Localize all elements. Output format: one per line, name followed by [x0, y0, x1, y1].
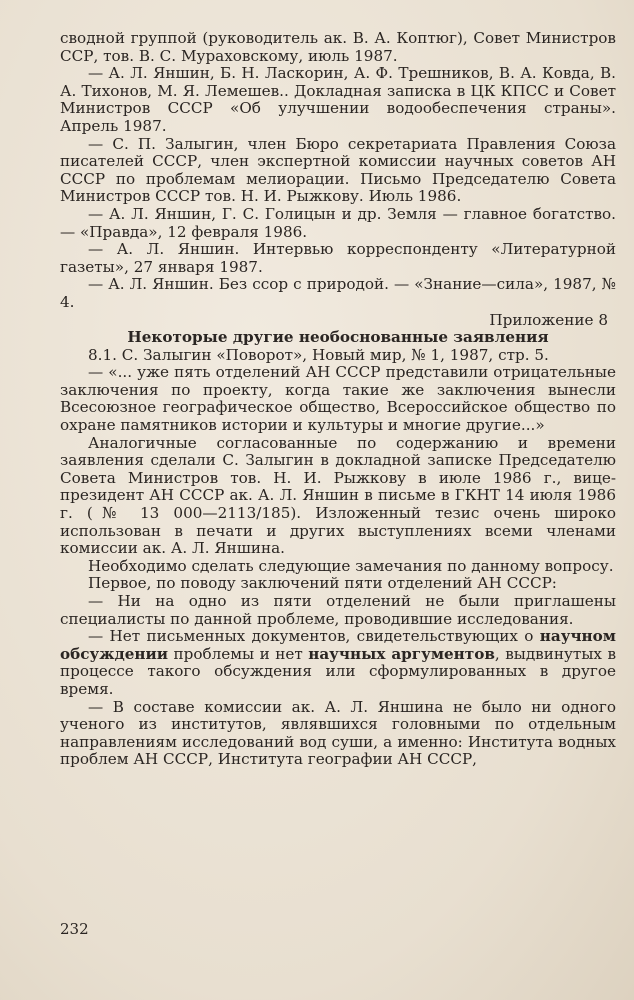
paragraph: Первое, по поводу заключений пяти отделений АН СССР: [88, 574, 557, 593]
reference-item: — А. Л. Яншин, Г. С. Голицын и др. Земля — главное богатство. — «Правда», 12 февраля 1986. [60, 204, 616, 241]
paragraph: — Ни на одно из пяти отделений не были приглашены специалисты по данной проблеме, проводившие исследования. [60, 592, 616, 628]
page-text [60, 30, 616, 769]
text-run: проблемы и нет [168, 644, 309, 663]
appendix-label: Приложение 8 [489, 310, 608, 329]
paragraph: 8.1. С. Залыгин «Поворот», Новый мир, № 1, 1987, стр. 5. [88, 345, 549, 364]
reference-item: сводной группой (руководитель ак. В. А. Коптюг), Совет Министров ССР, тов. В. С. Мураховскому, июль 1987. [60, 29, 616, 65]
section-heading: Некоторые другие необоснованные заявления [127, 328, 549, 347]
paragraph [60, 628, 616, 698]
page-number: 232 [60, 920, 89, 938]
paragraph: — В составе комиссии ак. А. Л. Яншина не было ни одного ученого из институтов, являвшихся головными по отдельным направлениям исследований вод суши, а именно: Института водных проблем АН СССР, Института географии АН СССР, [60, 697, 616, 769]
paragraph: — «... уже пять отделений АН СССР представили отрицательные заключения по проекту, когда такие же заключения вынесли Всесоюзное географическое общество, Всероссийское общество по охране памятников истории и культуры и многие другие...» [60, 363, 616, 435]
reference-item: — А. Л. Яншин, Б. Н. Ласкорин, А. Ф. Трешников, В. А. Ковда, В. А. Тихонов, М. Я. Лемешев.. Докладная записка в ЦК КПСС и Совет Министров СССР «Об улучшении водообеспечения страны». Апрель 1987. [60, 64, 616, 135]
reference-item: — А. Л. Яншин. Без ссор с природой. — «Знание—сила», 1987, № 4. [60, 275, 616, 311]
bold-phrase: научном обсуждении [60, 627, 616, 663]
paragraph: Необходимо сделать следующие замечания по данному вопросу. [88, 556, 614, 575]
text-run: — Нет письменных документов, свидетельствующих о [88, 627, 540, 646]
bold-phrase: научных аргументов [308, 644, 495, 663]
reference-item: — А. Л. Яншин. Интервью корреспонденту «Литературной газеты», 27 января 1987. [60, 240, 616, 276]
text-run: , выдвинутых в процессе такого обсуждения или сформулированных в другое время. [60, 644, 616, 698]
paragraph: Аналогичные согласованные по содержанию и времени заявления сделали С. Залыгин в докладной записке Председателю Совета Министров тов. Н. И. Рыжкову в июле 1986 г., вице-президент АН СССР ак. А. Л. Яншин в письме в ГКНТ 14 июля 1986 г. (№ 13 000—2113/185). Изложенный тезис очень широко использован в печати и других выступлениях всеми членами комиссии ак. А. Л. Яншина. [60, 433, 616, 558]
reference-item: — С. П. Залыгин, член Бюро секретариата Правления Союза писателей СССР, член экспертной комиссии научных советов АН СССР по проблемам мелиорации. Письмо Председателю Совета Министров СССР тов. Н. И. Рыжкову. Июль 1986. [60, 134, 616, 206]
